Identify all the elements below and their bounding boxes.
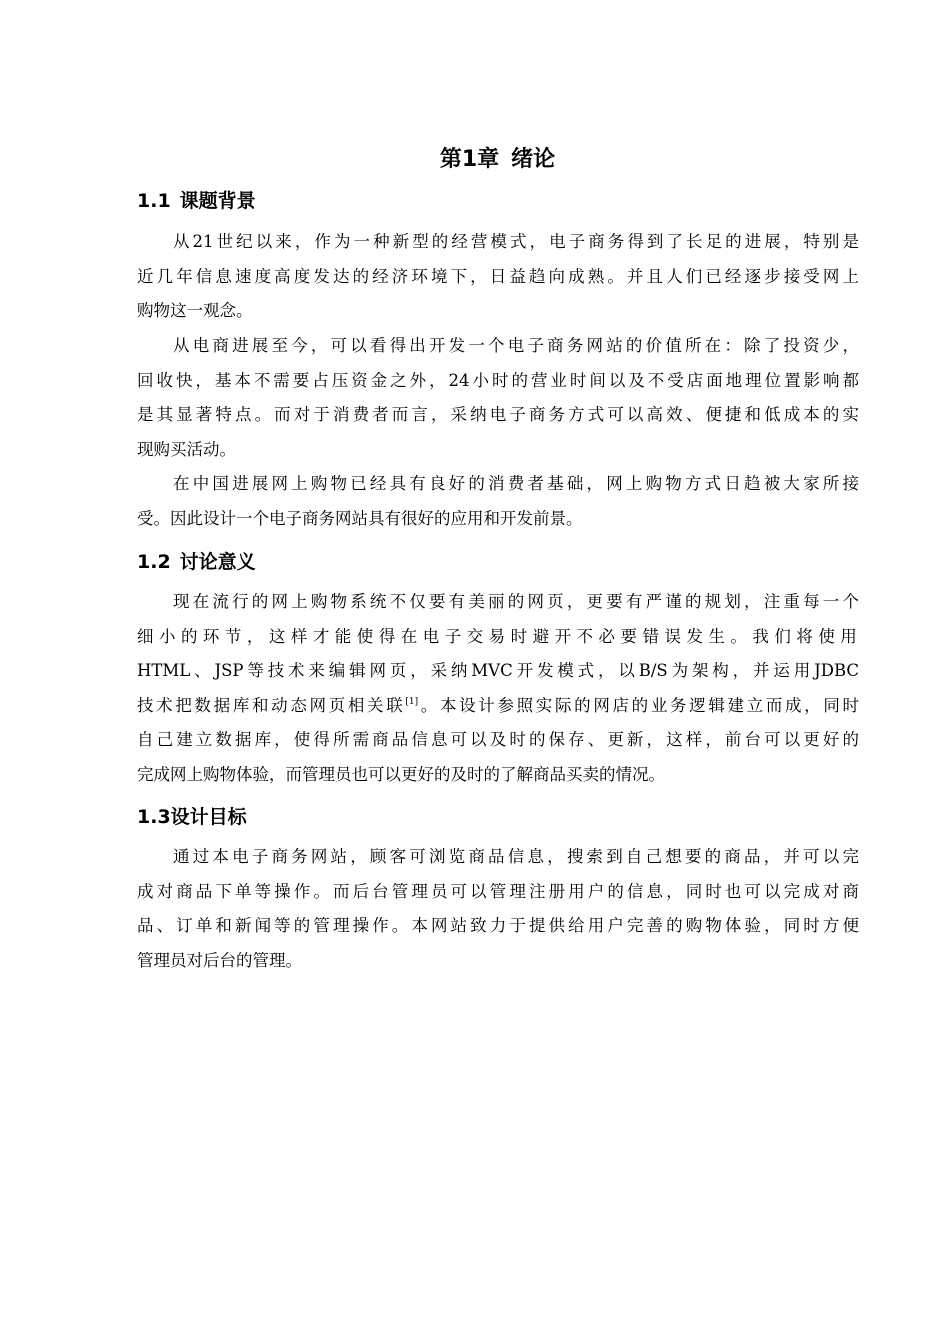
section-heading-1-2	[137, 547, 256, 577]
section-number: 1.1	[137, 190, 171, 212]
section-title: 设计目标	[170, 806, 247, 828]
paragraph-line: 细小的环节，这样才能使得在电子交易时避开不必要错误发生。我们将使用	[137, 626, 859, 646]
chapter-prefix: 第	[439, 147, 462, 172]
section-title: 课题背景	[179, 190, 256, 212]
section-heading-1-1	[137, 186, 256, 216]
chapter-name: 绪论	[511, 147, 556, 172]
paragraph-line: 从21世纪以来，作为一种新型的经营模式，电子商务得到了长足的进展，特别是	[173, 232, 859, 251]
paragraph-text: 技术把数据库和动态网页相关联	[137, 695, 406, 715]
paragraph-line: 成对商品下单等操作。而后台管理员可以管理注册用户的信息，同时也可以完成对商	[137, 881, 859, 901]
paragraph-line: 自己建立数据库，使得所需商品信息可以及时的保存、更新，这样，前台可以更好的	[137, 730, 859, 750]
section-body-1-1	[137, 225, 859, 329]
paragraph-line: 完成网上购物体验，而管理员也可以更好的及时的了解商品买卖的情况。	[137, 764, 665, 784]
section-number: 1.3	[137, 806, 171, 828]
paragraph-line: 在中国进展网上购物已经具有良好的消费者基础，网上购物方式日趋被大家所接	[173, 474, 859, 493]
paragraph-line: 受。因此设计一个电子商务网站具有很好的应用和开发前景。	[137, 508, 583, 528]
paragraph-line: HTML、JSP等技术来编辑网页，采纳MVC开发模式，以B/S为架构，并运用JDBC	[137, 661, 859, 681]
section-number: 1.2	[137, 551, 171, 573]
paragraph-text: 。本设计参照实际的网店的业务逻辑建立而成，同时	[418, 695, 859, 715]
section-body-1-2	[137, 585, 859, 793]
citation-ref[interactable]: [1]	[405, 696, 419, 707]
paragraph-line: 管理员对后台的管理。	[137, 950, 302, 970]
chapter-title	[0, 142, 950, 178]
paragraph-line: 现购买活动。	[137, 439, 236, 459]
section-heading-1-3	[137, 802, 247, 832]
section-body-1-3	[137, 840, 859, 978]
paragraph-line: 从电商进展至今，可以看得出开发一个电子商务网站的价值所在：除了投资少，	[173, 336, 859, 355]
paragraph-line: 回收快，基本不需要占压资金之外，24小时的营业时间以及不受店面地理位置影响都	[137, 370, 859, 390]
paragraph-line: 现在流行的网上购物系统不仅要有美丽的网页，更要有严谨的规划，注重每一个	[173, 592, 859, 611]
paragraph-line: 近几年信息速度高度发达的经济环境下，日益趋向成熟。并且人们已经逐步接受网上	[137, 266, 859, 286]
chapter-suffix: 章	[477, 147, 500, 172]
paragraph-line: 通过本电子商务网站，顾客可浏览商品信息，搜索到自己想要的商品，并可以完	[173, 847, 859, 866]
paragraph-line-with-citation	[137, 689, 859, 724]
paragraph-line: 是其显著特点。而对于消费者而言，采纳电子商务方式可以高效、便捷和低成本的实	[137, 405, 859, 425]
paragraph-line: 品、订单和新闻等的管理操作。本网站致力于提供给用户完善的购物体验，同时方便	[137, 916, 859, 936]
section-body-1-1-p2	[137, 329, 859, 467]
chapter-number: 1	[461, 147, 478, 172]
section-body-1-1-p3	[137, 467, 859, 536]
section-title: 讨论意义	[179, 551, 256, 573]
paragraph-line: 购物这一观念。	[137, 301, 253, 321]
